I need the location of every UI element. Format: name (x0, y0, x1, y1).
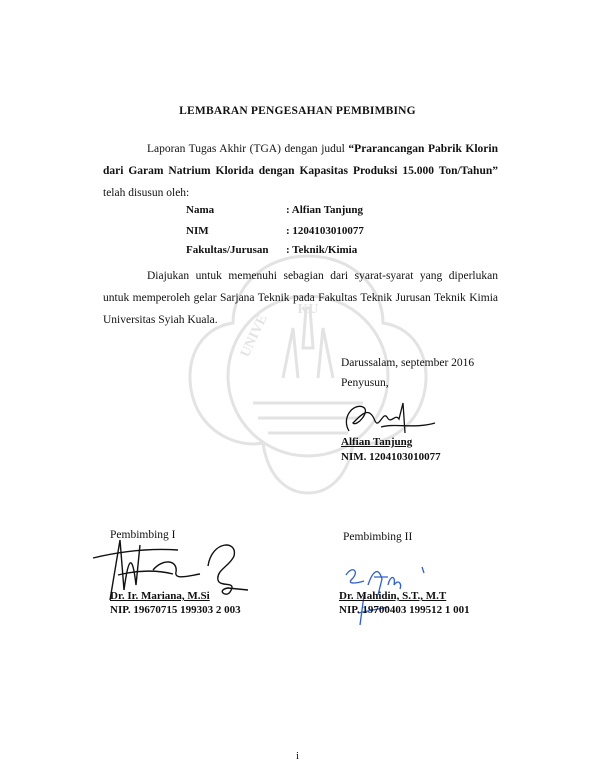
supervisor2-nip: NIP. 19700403 199512 1 001 (339, 604, 470, 616)
supervisor2-label: Pembimbing II (343, 531, 413, 543)
identity-label: Fakultas/Jurusan (186, 244, 269, 256)
page-number: i (295, 750, 300, 762)
identity-value: : Alfian Tanjung (286, 204, 364, 216)
identity-label: Nama (186, 204, 215, 216)
svg-text:UNIVE: UNIVE (238, 312, 271, 360)
identity-label: NIM (186, 225, 209, 237)
svg-text:KU: KU (297, 302, 319, 317)
purpose-text: Diajukan untuk memenuhi sebagian dari syarat-syarat yang diperlukan untuk memperoleh gelar Sarjana Teknik pada Fakultas Teknik Jurusan Teknik Kimia Universitas Syiah Kuala. (103, 270, 498, 326)
author-signature (335, 393, 445, 441)
supervisor1-label: Pembimbing I (110, 529, 176, 541)
intro-paragraph (103, 138, 498, 204)
penyusun-label: Penyusun, (341, 377, 389, 389)
identity-value: : 1204103010077 (286, 225, 364, 237)
intro-lead: Laporan Tugas Akhir (TGA) dengan judul (147, 143, 349, 155)
identity-value: : Teknik/Kimia (286, 244, 358, 256)
purpose-paragraph (103, 265, 498, 331)
page-title: LEMBARAN PENGESAHAN PEMBIMBING (179, 105, 416, 117)
place-date: Darussalam, september 2016 (341, 357, 475, 369)
intro-tail: telah disusun oleh: (103, 187, 190, 199)
supervisor1-nip: NIP. 19670715 199303 2 003 (110, 604, 241, 616)
supervisor1-name: Dr. Ir. Mariana, M.Si (110, 590, 210, 602)
author-name: Alfian Tanjung (341, 436, 413, 448)
report-title: “Prarancangan Pabrik Klorin dari Garam Natrium Klorida dengan Kapasitas Produksi 15.000 Ton/Tahun” (103, 143, 498, 177)
supervisor2-name: Dr. Mahidin, S.T., M.T (339, 590, 447, 602)
author-nim: NIM. 1204103010077 (341, 451, 441, 463)
